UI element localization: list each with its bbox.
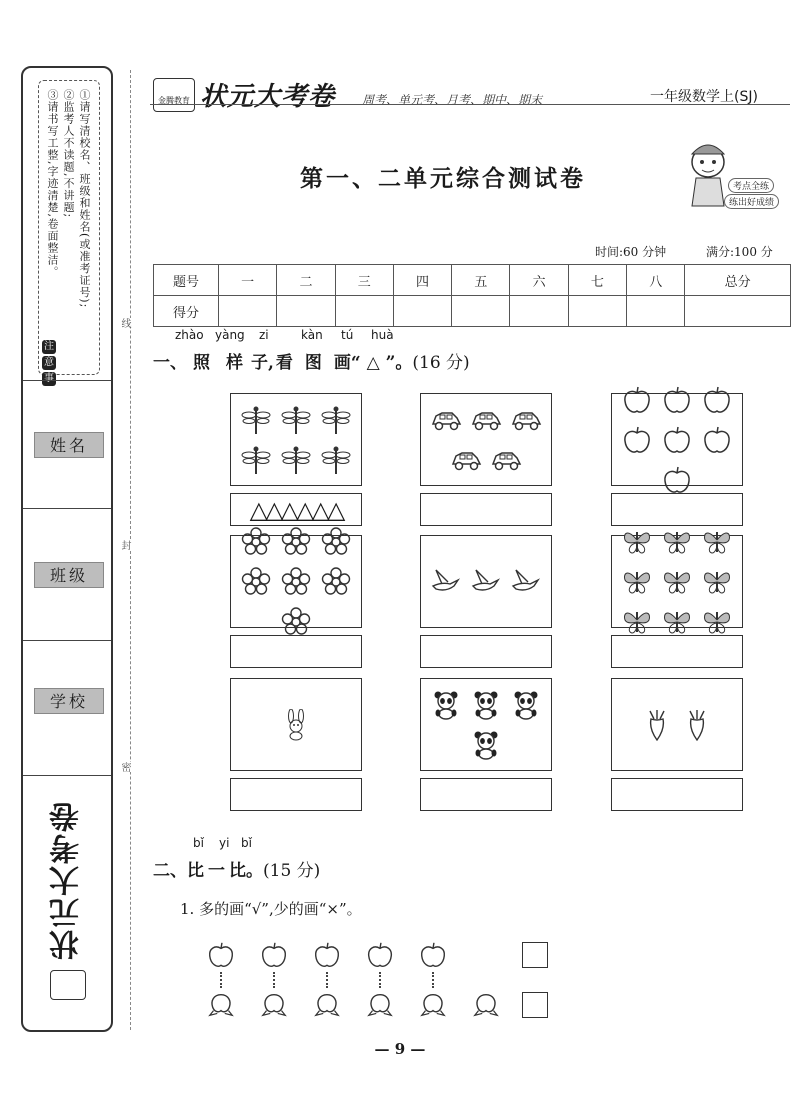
sidebar-divider [23,380,111,381]
flower-icon [278,524,314,560]
pinyin: kàn [301,328,323,342]
score-input[interactable] [510,296,568,327]
picture-box-panda [420,678,552,771]
radish-icon [639,707,675,743]
exam-time: 时间:60 分钟 [595,245,667,259]
dragonfly-icon [238,442,274,478]
flower-icon [278,564,314,600]
peach-icon [300,990,353,1020]
score-cell: 题号 [154,265,219,296]
hanzi: 图 [304,353,322,373]
section2-end: 。 [246,861,263,881]
hanzi: 比 [187,861,204,881]
peach-row [194,990,512,1020]
answer-box-rabbit[interactable] [230,778,362,811]
pinyin: yi [219,836,230,850]
hanzi: 画 [333,353,351,373]
hanzi: 照 [193,353,210,373]
panda-icon [508,687,544,723]
score-label: 得分 [154,296,219,327]
panda-icon [468,687,504,723]
answer-box-bird[interactable] [420,635,552,668]
logo-text: 金腾教育 [158,96,190,105]
answer-box-apple[interactable] [611,493,743,526]
notice-box [38,80,100,375]
butterfly-icon [699,564,735,600]
sidebar-divider [23,508,111,509]
dragonfly-icon [238,402,274,438]
hanzi: 子 [251,353,268,373]
panda-icon [428,687,464,723]
section-number: 二、 [153,861,187,881]
pinyin: tú [341,328,354,342]
hanzi: 看 [275,353,293,373]
car-icon [428,402,464,438]
answer-box-peaches[interactable] [522,992,548,1018]
score-table-header-row [154,265,791,296]
hanzi: 样 [226,353,243,373]
bird-icon [508,564,544,600]
score-cell: 三 [335,265,393,296]
flower-icon [238,564,274,600]
match-dot-line [432,972,436,988]
picture-box-bird [420,535,552,628]
answer-box-panda[interactable] [420,778,552,811]
apple-icon [659,382,695,418]
logo-icon [50,970,86,1000]
score-input[interactable] [685,296,791,327]
notice-line-2: ②监考人不读题,不讲题; [62,89,75,219]
apple-icon [406,940,459,970]
hanzi: 比 [229,861,246,881]
picture-box-dragonfly [230,393,362,486]
picture-box-radish [611,678,743,771]
logo-icon [153,78,195,112]
answer-box-flower[interactable] [230,635,362,668]
score-cell: 八 [627,265,685,296]
answer-box-dragonfly[interactable]: △△△△△△ [230,493,362,526]
hanzi: 一 [208,861,225,881]
score-input[interactable] [335,296,393,327]
score-cell: 总分 [685,265,791,296]
score-input[interactable] [277,296,335,327]
apple-row [194,940,459,970]
score-cell: 一 [219,265,277,296]
dragonfly-icon [318,442,354,478]
flower-icon [238,524,274,560]
score-cell: 二 [277,265,335,296]
apple-icon [659,422,695,458]
butterfly-icon [619,524,655,560]
apple-icon [699,422,735,458]
pinyin: bǐ [241,836,252,850]
section2-points: (15 分) [263,861,321,881]
school-field-label[interactable]: 学校 [34,688,104,714]
apple-icon [353,940,406,970]
pinyin: zhào [175,328,204,342]
sidebar-divider [23,640,111,641]
car-icon [508,402,544,438]
apple-icon [619,422,655,458]
car-icon [448,442,484,478]
cut-line [130,70,131,1030]
picture-box-car [420,393,552,486]
page-number: — 9 — [374,1040,426,1058]
section1-heading [153,328,573,376]
apple-icon [194,940,247,970]
picture-box-flower [230,535,362,628]
apple-icon [699,382,735,418]
sidebar-brand-text: 状元大考卷 [50,800,85,960]
pinyin: yàng [215,328,245,342]
score-cell: 四 [393,265,451,296]
peach-icon [194,990,247,1020]
answer-box-apples[interactable] [522,942,548,968]
section1-points: (16 分) [412,353,470,373]
score-input[interactable] [452,296,510,327]
butterfly-icon [659,524,695,560]
score-table-score-row [154,296,791,327]
bird-icon [468,564,504,600]
mascot-slogan-1: 考点全练 [728,178,774,193]
radish-icon [679,707,715,743]
section1-title [153,348,470,373]
notice-line-3: ③请书写工整,字迹清楚,卷面整洁。 [46,89,59,278]
flower-icon [318,564,354,600]
peach-icon [353,990,406,1020]
score-input[interactable] [219,296,277,327]
score-table [153,264,791,327]
score-cell: 五 [452,265,510,296]
comma: , [268,353,274,373]
score-input[interactable] [393,296,451,327]
match-dot-line [273,972,277,988]
sidebar-divider [23,775,111,776]
name-field-label[interactable]: 姓名 [34,432,104,458]
apple-icon [247,940,300,970]
pinyin: zi [259,328,269,342]
apple-icon [300,940,353,970]
flower-icon [318,524,354,560]
page-title: 第一、二单元综合测试卷 [300,165,586,192]
match-dot-line [379,972,383,988]
butterfly-icon [699,524,735,560]
cut-mark: 密 [119,762,130,772]
dragonfly-icon [278,442,314,478]
class-field-label[interactable]: 班级 [34,562,104,588]
section1-rest: “ △ ”。 [350,353,413,373]
section-number: 一、 [153,353,187,373]
question-1: 1. 多的画“√”,少的画“×”。 [180,900,362,918]
match-dot-line [220,972,224,988]
notice-heading-char: 注 [44,341,54,352]
picture-box-apple [611,393,743,486]
notice-line-1: ①请写清校名、班级和姓名(或准考证号); [78,89,91,309]
pinyin: bǐ [193,836,204,850]
car-icon [488,442,524,478]
section2-title [153,856,320,881]
score-input[interactable] [568,296,626,327]
match-dot-line [326,972,330,988]
butterfly-icon [659,564,695,600]
bird-icon [428,564,464,600]
header-grade: 一年级数学上(SJ) [650,89,758,105]
peach-icon [459,990,512,1020]
cut-mark: 线 [119,318,130,328]
rabbit-icon [278,707,314,743]
section2-heading [153,836,453,884]
score-cell: 六 [510,265,568,296]
peach-icon [406,990,459,1020]
peach-icon [247,990,300,1020]
pinyin: huà [371,328,394,342]
header-brand: 状元大考卷 [200,82,336,112]
exam-full-score: 满分:100 分 [706,245,773,259]
dragonfly-icon [278,402,314,438]
mascot [680,136,786,216]
answer-box-butterfly[interactable] [611,635,743,668]
notice-heading-char: 意 [44,357,54,368]
cut-mark: 封 [119,540,130,550]
answer-box-car[interactable] [420,493,552,526]
header-subtitle: 周考、单元考、月考、期中、期末 [362,93,543,107]
apple-icon [619,382,655,418]
car-icon [468,402,504,438]
panda-icon [468,727,504,763]
picture-box-butterfly [611,535,743,628]
answer-box-radish[interactable] [611,778,743,811]
score-cell: 七 [568,265,626,296]
notice-heading-char: 事 [44,373,54,384]
picture-box-rabbit [230,678,362,771]
dragonfly-icon [318,402,354,438]
score-input[interactable] [627,296,685,327]
header-rule [150,104,790,105]
mascot-slogan-2: 练出好成绩 [724,194,779,209]
butterfly-icon [619,564,655,600]
sidebar-brand [40,800,96,1005]
